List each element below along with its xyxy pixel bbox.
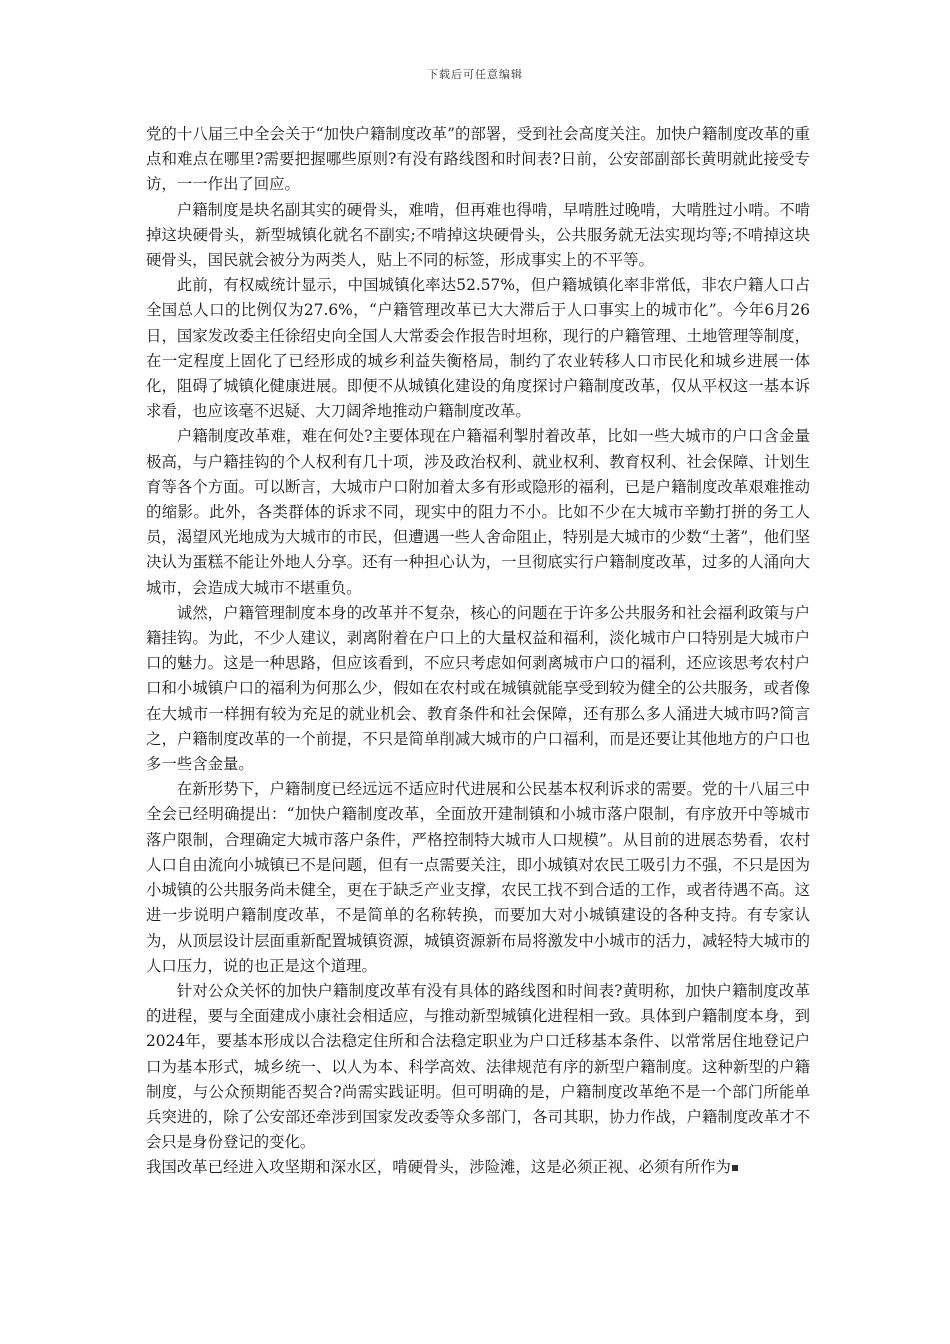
paragraph-7: 针对公众关怀的加快户籍制度改革有没有具体的路线图和时间表?黄明称，加快户籍制度改革的进程，要与全面建成小康社会相适应，与推动新型城镇化进程相一致。具体到户籍制度本身，到2024年，要基本形成以合法稳定住所和合法稳定职业为户口迁移基本条件、以常常居住地登记户口为基本形式，城乡统一、以人为本、科学高效、法律规范有序的新型户籍制度。这种新型的户籍制度，与公众预期能否契合?尚需实践证明。但可明确的是，户籍制度改革绝不是一个部门所能单兵突进的，除了公安部还牵涉到国家发改委等众多部门，各司其职，协力作战，户籍制度改革才不会只是身份登记的变化。 xyxy=(146,981,810,1152)
end-mark-icon xyxy=(732,1165,738,1171)
article-body xyxy=(146,122,810,1181)
paragraph-5: 诚然，户籍管理制度本身的改革并不复杂，核心的问题在于许多公共服务和社会福利政策与户籍挂钩。为此，不少人建议，剥离附着在户口上的大量权益和福利，淡化城市户口特别是大城市户口的魅力。这是一种思路，但应该看到，不应只考虑如何剥离城市户口的福利，还应该思考农村户口和小城镇户口的福利为何那么少，假如在农村或在城镇就能享受到较为健全的公共服务，或者像在大城市一样拥有较为充足的就业机会、教育条件和社会保障，还有那么多人涌进大城市吗?简言之，户籍制度改革的一个前提，不只是简单削减大城市的户口福利，而是还要让其他地方的户口也多一些含金量。 xyxy=(146,603,810,774)
page-header: 下载后可任意编辑 xyxy=(427,68,523,81)
paragraph-8 xyxy=(146,1155,810,1180)
paragraph-8-text: 我国改革已经进入攻坚期和深水区，啃硬骨头，涉险滩，这是必须正视、必须有所作为 xyxy=(146,1158,731,1177)
paragraph-3: 此前，有权威统计显示，中国城镇化率达52.57%，但户籍城镇化率非常低，非农户籍人口占全国总人口的比例仅为27.6%，“户籍管理改革已大大滞后于人口事实上的城市化”。今年6月26日，国家发改委主任徐绍史向全国人大常委会作报告时坦称，现行的户籍管理、土地管理等制度，在一定程度上固化了已经形成的城乡利益失衡格局，制约了农业转移人口市民化和城乡进展一体化，阻碍了城镇化健康进展。即便不从城镇化建设的角度探讨户籍制度改革，仅从平权这一基本诉求看，也应该毫不迟疑、大刀阔斧地推动户籍制度改革。 xyxy=(146,276,810,421)
paragraph-6: 在新形势下，户籍制度已经远远不适应时代进展和公民基本权利诉求的需要。党的十八届三中全会已经明确提出：“加快户籍制度改革，全面放开建制镇和小城市落户限制，有序放开中等城市落户限制，合理确定大城市落户条件，严格控制特大城市人口规模”。从目前的进展态势看，农村人口自由流向小城镇已不是问题，但有一点需要关注，即小城镇对农民工吸引力不强，不只是因为小城镇的公共服务尚未健全，更在于缺乏产业支撑，农民工找不到合适的工作，或者待遇不高。这进一步说明户籍制度改革，不是简单的名称转换，而要加大对小城镇建设的各种支持。有专家认为，从顶层设计层面重新配置城镇资源，城镇资源新布局将激发中小城市的活力，减轻特大城市的人口压力，说的也正是这个道理。 xyxy=(146,780,810,975)
paragraph-4: 户籍制度改革难，难在何处?主要体现在户籍福利掣肘着改革，比如一些大城市的户口含金量极高，与户籍挂钩的个人权利有几十项，涉及政治权利、就业权利、教育权利、社会保障、计划生育等各个方面。可以断言，大城市户口附加着太多有形或隐形的福利，已是户籍制度改革艰难推动的缩影。此外，各类群体的诉求不同，现实中的阻力不小。比如不少在大城市辛勤打拼的务工人员，渴望风光地成为大城市的市民，但遭遇一些人舍命阻止，特别是大城市的少数“土著”，他们坚决认为蛋糕不能让外地人分享。还有一种担心认为，一旦彻底实行户籍制度改革，过多的人涌向大城市，会造成大城市不堪重负。 xyxy=(146,427,810,597)
paragraph-1: 党的十八届三中全会关于“加快户籍制度改革”的部署，受到社会高度关注。加快户籍制度改革的重点和难点在哪里?需要把握哪些原则?有没有路线图和时间表?日前，公安部副部长黄明就此接受专访，一一作出了回应。 xyxy=(146,125,810,194)
paragraph-2: 户籍制度是块名副其实的硬骨头，难啃，但再难也得啃，早啃胜过晚啃，大啃胜过小啃。不啃掉这块硬骨头，新型城镇化就名不副实;不啃掉这块硬骨头，公共服务就无法实现均等;不啃掉这块硬骨头，国民就会被分为两类人，贴上不同的标签，形成事实上的不平等。 xyxy=(146,200,810,270)
